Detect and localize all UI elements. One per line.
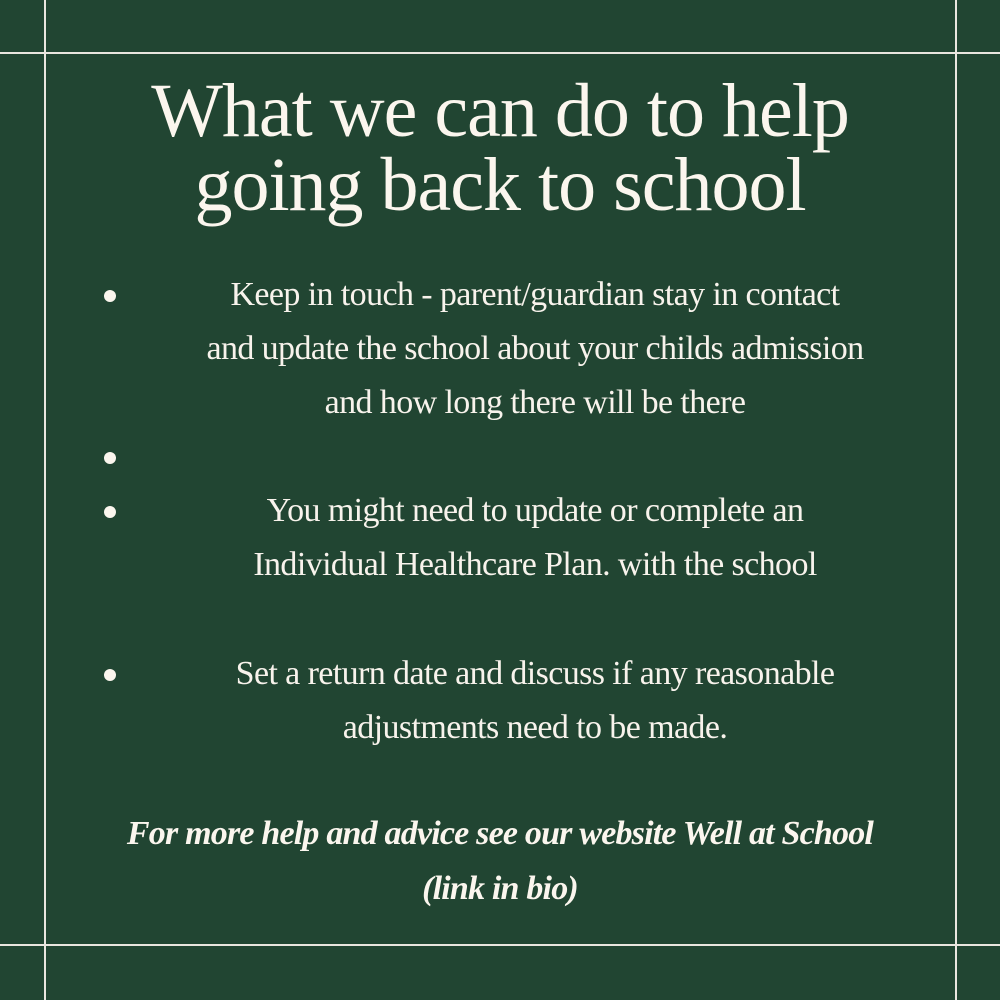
frame-bottom-line — [0, 944, 1000, 946]
bullet-icon — [104, 506, 116, 518]
bullet-text-line: You might need to update or complete an — [266, 492, 804, 529]
footer-note-line-1: For more help and advice see our website Well at School — [126, 815, 874, 852]
bullet-text-line: adjustments need to be made. — [342, 709, 728, 746]
frame-left-line — [44, 0, 46, 1000]
bullet-text — [135, 268, 935, 430]
bullet-text-line: and update the school about your childs admission — [206, 330, 864, 367]
page-title — [70, 69, 930, 227]
bullet-text — [165, 647, 905, 755]
bullet-icon — [104, 452, 116, 464]
footer-note — [60, 806, 940, 916]
title-line-2: going back to school — [194, 143, 806, 227]
bullet-text-line: Keep in touch - parent/guardian stay in contact — [230, 276, 840, 313]
bullet-icon — [104, 669, 116, 681]
bullet-icon — [104, 290, 116, 302]
frame-top-line — [0, 52, 1000, 54]
bullet-text — [165, 484, 905, 592]
bullet-text-line: and how long there will be there — [324, 384, 746, 421]
frame-right-line — [955, 0, 957, 1000]
title-line-1: What we can do to help — [151, 69, 849, 153]
bullet-text-line: Set a return date and discuss if any reasonable — [235, 655, 835, 692]
footer-note-line-2: (link in bio) — [422, 870, 578, 907]
bullet-text-line: Individual Healthcare Plan. with the school — [253, 546, 817, 583]
